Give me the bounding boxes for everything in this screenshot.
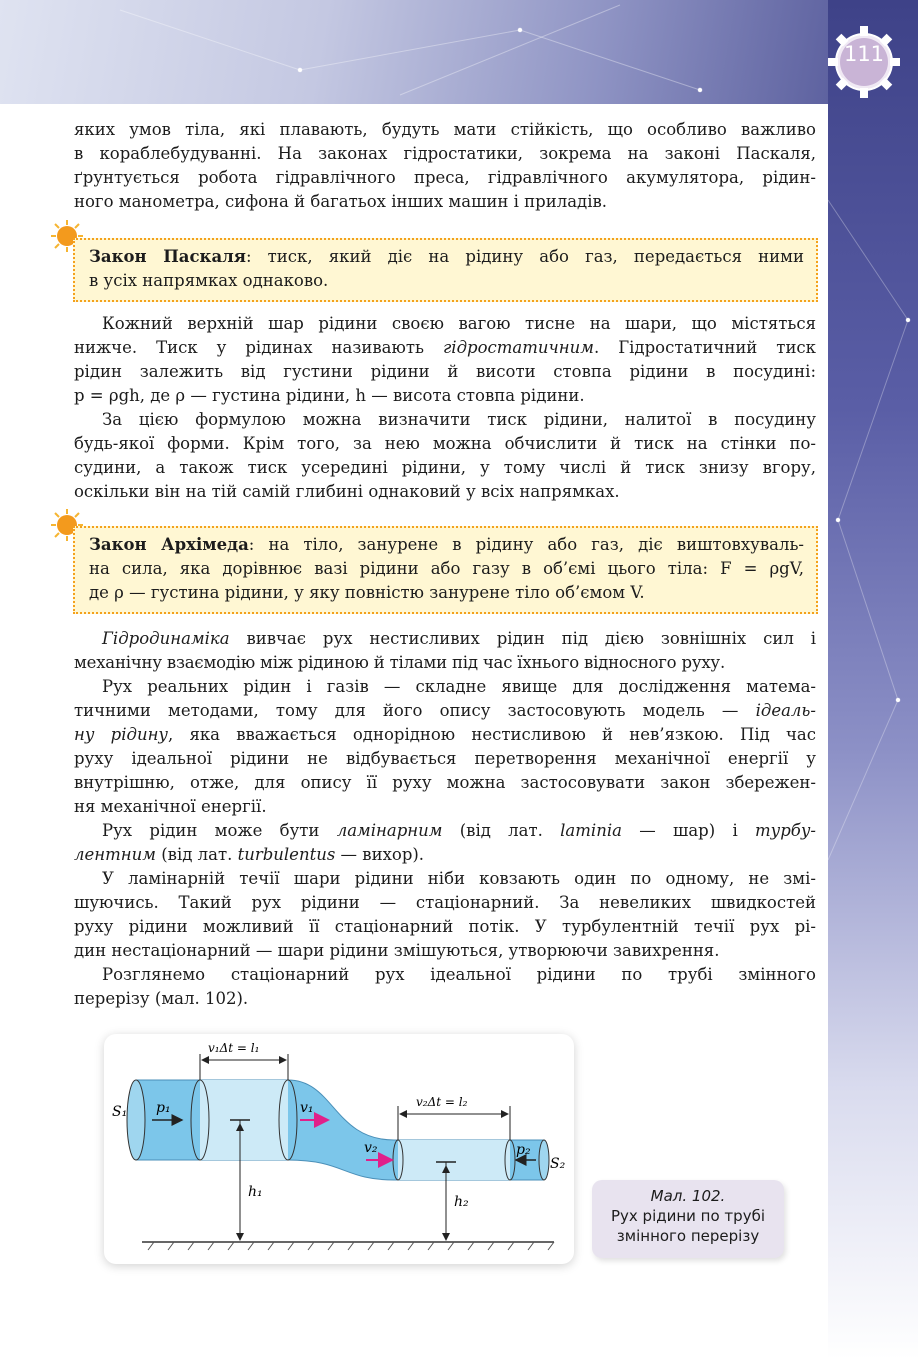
label-h1: h₁	[248, 1184, 263, 1200]
text-span: , яка вважається однорідною нестисливою й нев’язкою. Під час	[168, 725, 816, 744]
text-line: яких умов тіла, які плавають, будуть мати стійкість, що особливо важливо	[74, 120, 816, 139]
text-line	[74, 336, 816, 360]
caption-title: Мал. 102.	[650, 1187, 726, 1205]
term-italic: laminia	[560, 821, 622, 840]
label-v1: v₁	[300, 1100, 314, 1116]
term-italic: гідростатичним	[442, 338, 594, 357]
term-italic: ламінарним	[336, 821, 443, 840]
term-italic: ну рідину	[74, 725, 169, 744]
text-span: нижче. Тиск у рідинах називають	[74, 338, 443, 357]
text-line	[74, 699, 816, 723]
text-span: Рух рідин може бути	[102, 821, 337, 840]
side-band	[828, 0, 918, 1360]
text-span: вивчає рух нестисливих рідин під дією зовнішніх сил і	[229, 629, 816, 648]
archimedes-term: Закон Архімеда	[89, 535, 249, 554]
formula-l2: v₂Δt = l₂	[416, 1095, 468, 1109]
pascal-law-box	[73, 238, 818, 302]
text-span: тичними методами, тому для його опису застосовують модель —	[74, 701, 756, 720]
text-line: в кораблебудуванні. На законах гідростатики, зокрема на законі Паскаля,	[74, 144, 816, 163]
term-italic: Гідродинаміка	[102, 629, 230, 648]
hydrodynamics-paragraph	[74, 627, 816, 1011]
caption-line: змінного перерізу	[616, 1227, 760, 1245]
term-italic: лентним	[74, 845, 156, 864]
text-line: руху ідеальної рідини не відбувається перетворення механічної енергії у	[74, 749, 816, 768]
text-span: — вихор).	[335, 845, 425, 864]
header-band	[0, 0, 918, 108]
text-line	[74, 627, 816, 651]
text-line: ня механічної енергії.	[74, 797, 267, 816]
text-span: (від лат.	[442, 821, 561, 840]
section-s2	[539, 1140, 549, 1180]
stars-decoration	[828, 0, 918, 1360]
archimedes-law-box	[73, 526, 818, 614]
text-line: руху рідини можливий її стаціонарний потік. У турбулентній течії рух рі-	[74, 917, 816, 936]
formula-l1: v₁Δt = l₁	[208, 1041, 260, 1055]
pipe-diagram	[104, 1034, 574, 1264]
text-line	[74, 819, 816, 843]
text-line: внутрішню, отже, для опису її руху можна застосовувати закон збережен-	[74, 773, 816, 792]
text-line: У ламінарній течії шари рідини ніби ковзають один по одному, не змі-	[102, 869, 816, 888]
ground-hatch	[148, 1242, 554, 1250]
term-italic: ідеаль-	[755, 701, 816, 720]
text-line: дин нестаціонарний — шари рідини змішуються, утворюючи завихрення.	[74, 941, 720, 960]
text-span: — шар) і	[621, 821, 756, 840]
label-s2: S₂	[550, 1156, 566, 1172]
text-line: на сила, яка дорівнює вазі рідини або газу в об’ємі цього тіла: F = ρgV,	[89, 559, 804, 578]
label-s1: S₁	[112, 1104, 128, 1120]
constellation-decoration	[0, 0, 918, 108]
figure-102	[104, 1034, 574, 1264]
text-line: механічну взаємодію між рідиною й тілами під час їхнього відносного руху.	[74, 653, 725, 672]
section-s1	[127, 1080, 145, 1160]
text-line: будь-якої форми. Крім того, за нею можна обчислити й тиск на стінки по-	[74, 434, 816, 453]
label-p2: p₂	[516, 1142, 531, 1158]
text-line: : на тіло, занурене в рідину або газ, діє виштовхуваль-	[248, 535, 804, 554]
label-h2: h₂	[454, 1194, 469, 1210]
term-italic: turbulentus	[237, 845, 336, 864]
text-span: . Гідростатичний тиск	[593, 338, 816, 357]
text-line	[74, 843, 816, 867]
pascal-term: Закон Паскаля	[89, 247, 246, 266]
label-v2: v₂	[364, 1140, 378, 1156]
intro-paragraph	[74, 118, 816, 214]
text-line: ного манометра, сифона й багатьох інших машин і приладів.	[74, 192, 608, 211]
text-line: : тиск, який діє на рідину або газ, передається ними	[245, 247, 804, 266]
text-line: перерізу (мал. 102).	[74, 989, 249, 1008]
text-line: шуючись. Такий рух рідини — стаціонарний. За невеликих швидкостей	[74, 893, 816, 912]
text-line: рідин залежить від густини рідини й висоти стовпа рідини в посудині:	[74, 362, 816, 381]
text-line: Розглянемо стаціонарний рух ідеальної рідини по трубі змінного	[102, 965, 816, 984]
figure-caption	[592, 1180, 784, 1258]
text-span: (від лат.	[155, 845, 238, 864]
text-line: Кожний верхній шар рідини своєю вагою тисне на шари, що містяться	[102, 314, 816, 333]
term-italic: турбу-	[755, 821, 817, 840]
hydrostatic-paragraph	[74, 312, 816, 504]
text-line: де ρ — густина рідини, у яку повністю занурене тіло об’ємом V.	[89, 583, 645, 602]
text-line: оскільки він на тій самій глибині однаковий у всіх напрямках.	[74, 482, 620, 501]
text-line: За цією формулою можна визначити тиск рідини, налитої в посудину	[102, 410, 816, 429]
formula-line: p = ρgh, де ρ — густина рідини, h — висота стовпа рідини.	[74, 386, 585, 405]
text-line: судини, а також тиск усередині рідини, у тому числі й тиск знизу вгору,	[74, 458, 816, 477]
text-line: Рух реальних рідин і газів — складне явище для дослідження матема-	[102, 677, 816, 696]
label-p1: p₁	[156, 1100, 171, 1116]
caption-line: Рух рідини по трубі	[610, 1207, 765, 1225]
text-line: в усіх напрямках однаково.	[89, 271, 329, 290]
volume-2	[398, 1140, 510, 1180]
text-line	[74, 723, 816, 747]
page-number: 111	[843, 42, 885, 66]
text-line: ґрунтується робота гідравлічного преса, гідравлічного акумулятора, рідин-	[74, 168, 816, 187]
